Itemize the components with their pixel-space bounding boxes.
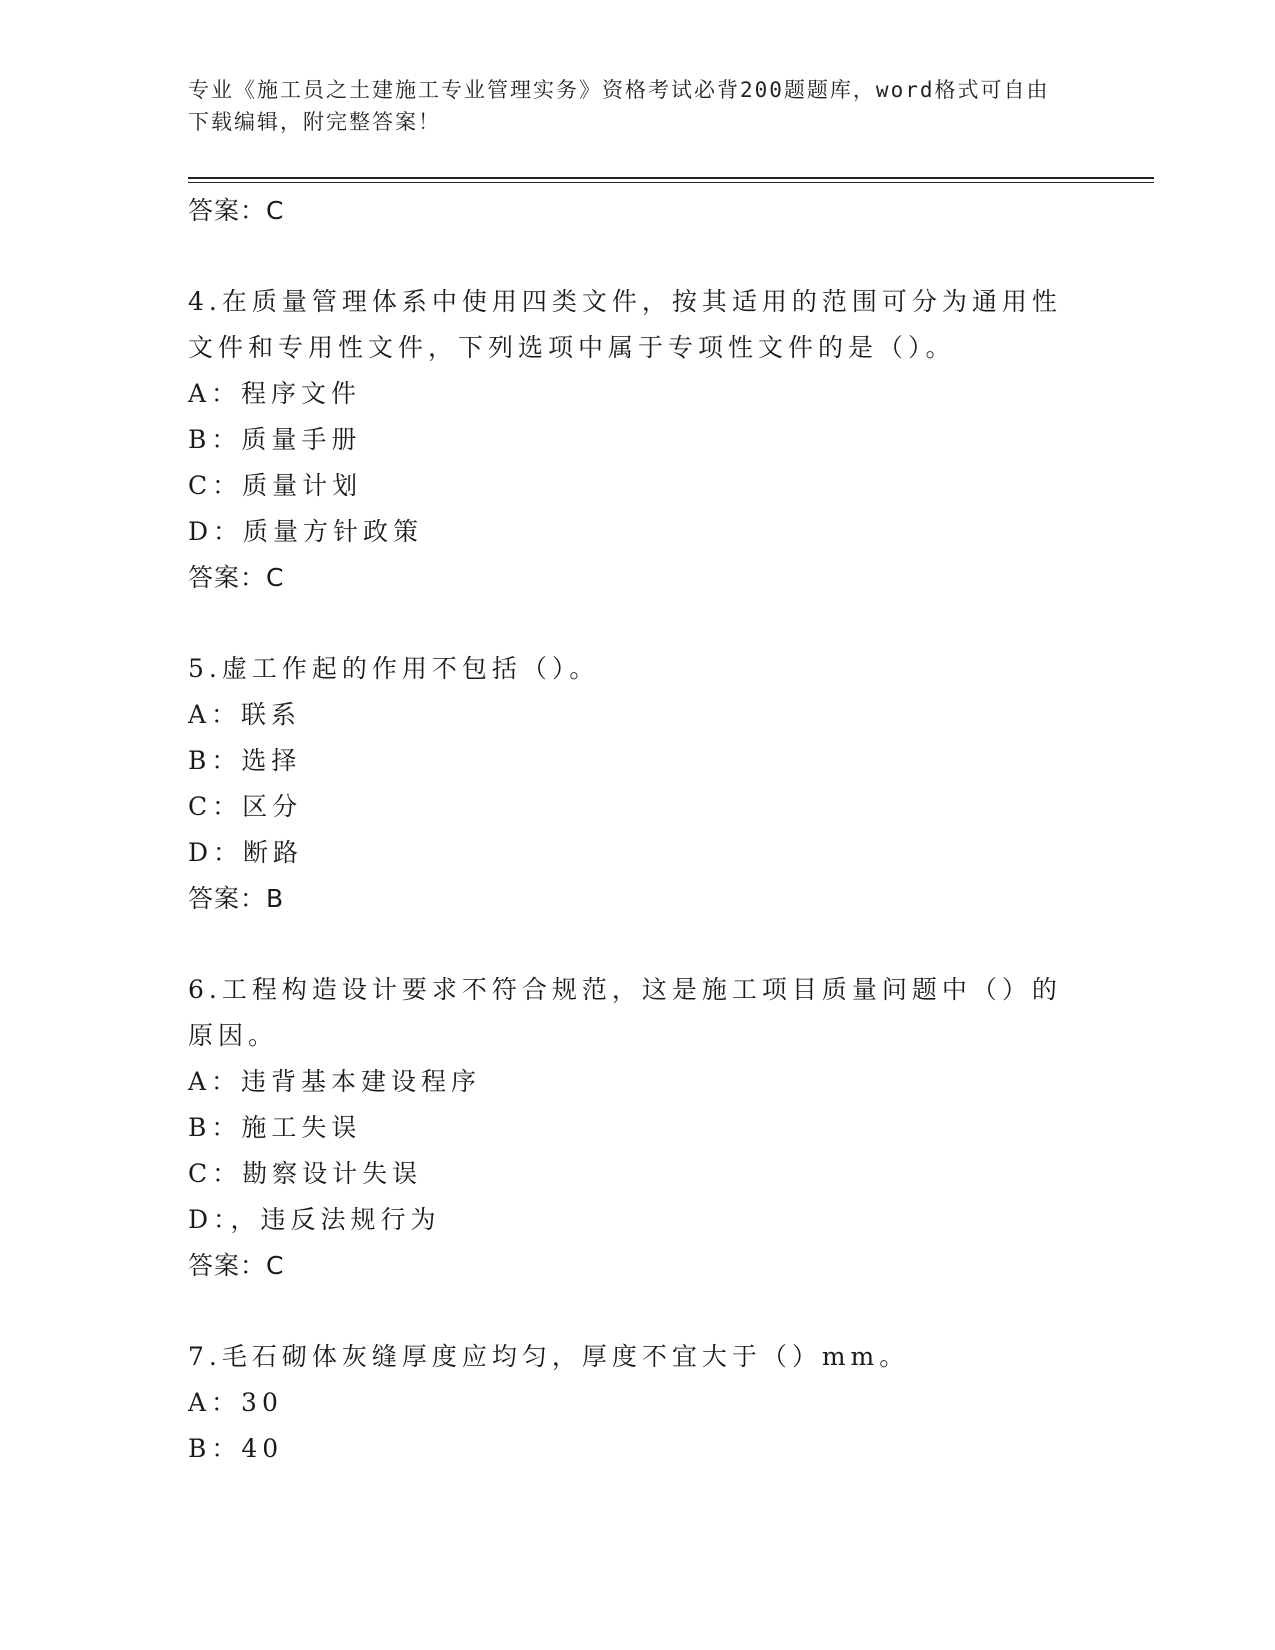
question-7	[188, 1334, 1078, 1472]
option-d: D：断路	[188, 838, 304, 867]
question-text: 4.在质量管理体系中使用四类文件，按其适用的范围可分为通用性文件和专用性文件，下列选项中属于专项性文件的是（）。	[188, 287, 1062, 362]
header-divider-thick	[188, 177, 1154, 179]
question-6	[188, 967, 1078, 1289]
question-text: 7.毛石砌体灰缝厚度应均匀，厚度不宜大于（）mm。	[188, 1342, 910, 1371]
question-5	[188, 646, 1078, 922]
spacer	[188, 601, 1078, 646]
option-b: B：施工失误	[188, 1113, 362, 1142]
answer-label: 答案：C	[188, 196, 285, 225]
option-a: A：联系	[188, 700, 302, 729]
option-a: A：30	[188, 1388, 283, 1417]
option-b: B：选择	[188, 746, 302, 775]
option-d: D：，违反法规行为	[188, 1205, 441, 1234]
question-text: 6.工程构造设计要求不符合规范，这是施工项目质量问题中（）的原因。	[188, 975, 1062, 1050]
question-text: 5.虚工作起的作用不包括（）。	[188, 654, 600, 683]
question-list	[188, 188, 1078, 1472]
option-c: C：勘察设计失误	[188, 1159, 423, 1188]
option-c: C：质量计划	[188, 471, 363, 500]
document-header: 专业《施工员之土建施工专业管理实务》资格考试必背200题题库，word格式可自由下载编辑，附完整答案！	[188, 78, 1050, 134]
question-4	[188, 279, 1078, 601]
spacer	[188, 922, 1078, 967]
header-divider-thin	[188, 182, 1154, 183]
option-b: B：40	[188, 1434, 284, 1463]
spacer	[188, 234, 1078, 279]
answer-label: 答案：C	[188, 563, 285, 592]
option-c: C：区分	[188, 792, 303, 821]
option-a: A：违背基本建设程序	[188, 1067, 482, 1096]
spacer	[188, 1289, 1078, 1334]
answer-label: 答案：B	[188, 884, 285, 913]
option-b: B：质量手册	[188, 425, 362, 454]
option-a: A：程序文件	[188, 379, 362, 408]
option-d: D：质量方针政策	[188, 517, 424, 546]
answer-label: 答案：C	[188, 1251, 285, 1280]
